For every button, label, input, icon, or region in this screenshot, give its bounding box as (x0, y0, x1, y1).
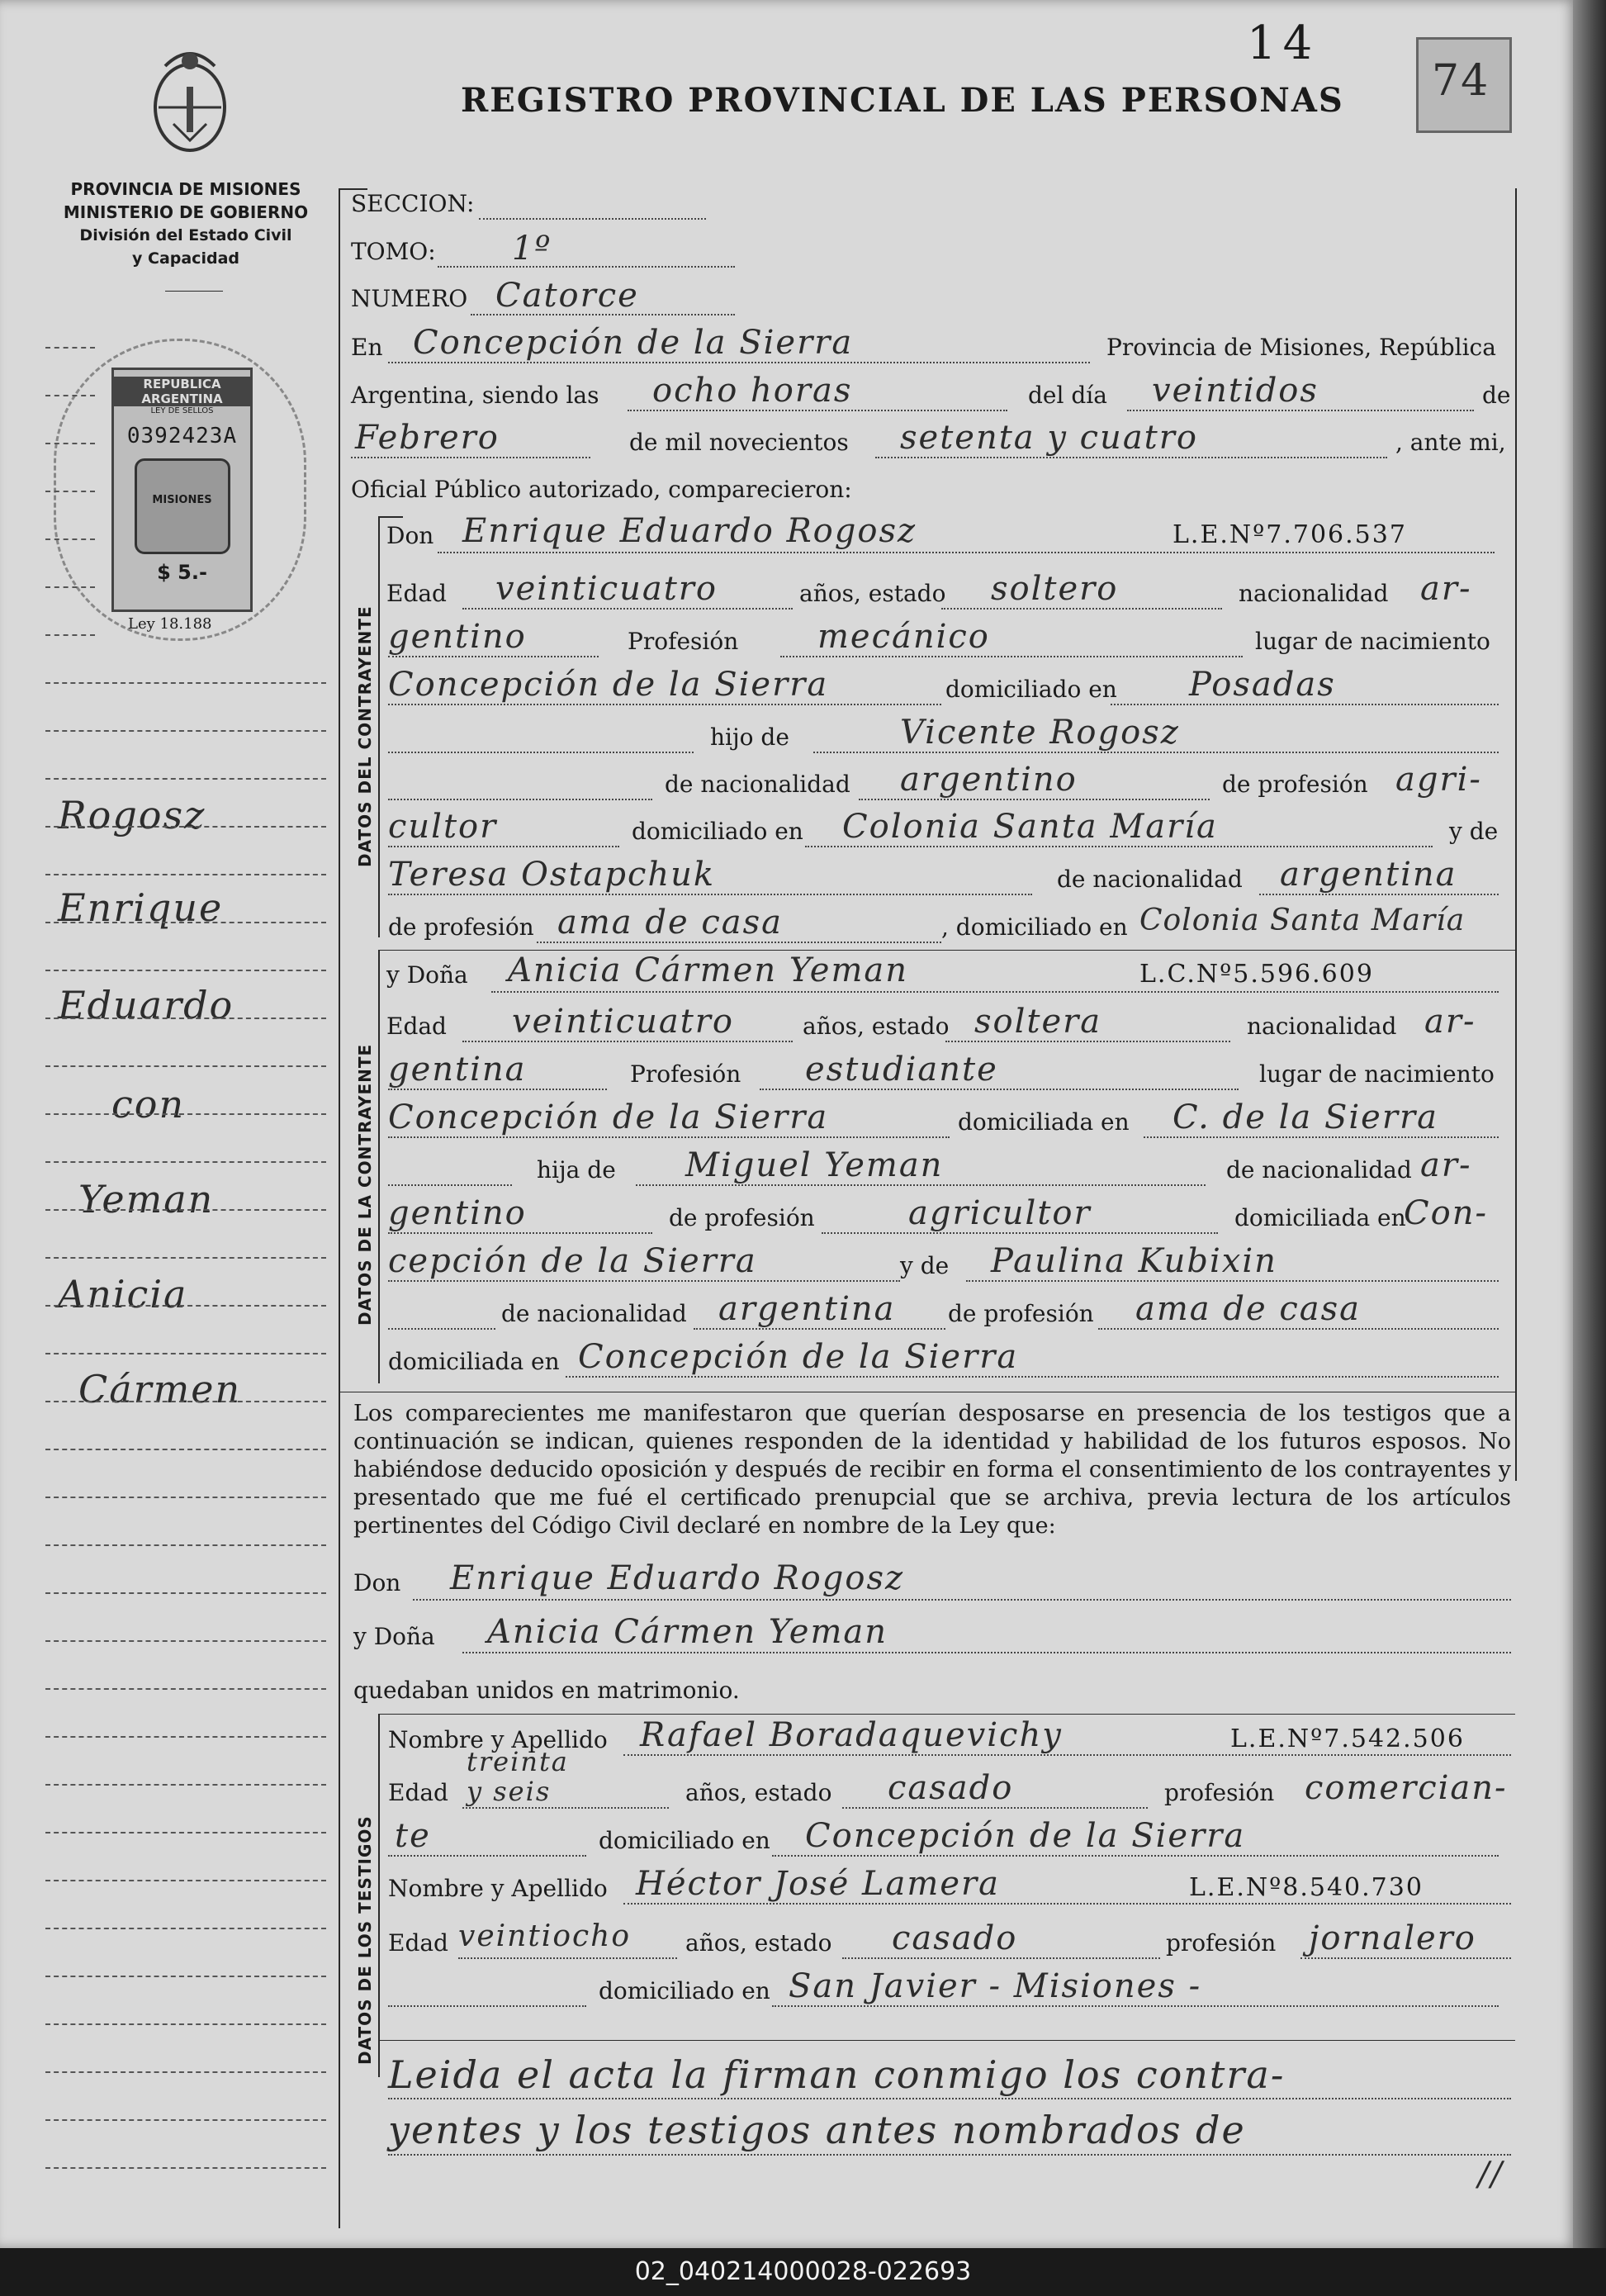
bride-nacionalidad-b: gentina (388, 1051, 527, 1089)
groom-nacionalidad-label: nacionalidad (1239, 580, 1389, 607)
bride-domicilio-line (1144, 1136, 1499, 1138)
groom-name: Enrique Eduardo Rogosz (462, 512, 917, 550)
margin-ruled-line (45, 826, 326, 828)
bride-estado-line (945, 1041, 1230, 1042)
declaration-dona-line (462, 1652, 1511, 1653)
groom-padre: Vicente Rogosz (900, 714, 1180, 752)
margin-ruled-line (45, 874, 326, 875)
margin-ruled-line (45, 443, 95, 444)
groom-padre-line (813, 752, 1499, 753)
bride-padre-dom-a: Con- (1404, 1194, 1488, 1232)
corner-mark: 74 (1432, 56, 1490, 106)
bride-nacionalidad-a: ar- (1424, 1003, 1476, 1041)
margin-ruled-line (45, 1976, 326, 1977)
frame-right-line (1515, 188, 1517, 1481)
w2-dom-line (772, 2005, 1499, 2007)
bride-edad-line (462, 1041, 793, 1042)
margin-ruled-line (45, 1353, 326, 1354)
agency-line-1: PROVINCIA DE MISIONES (70, 179, 301, 199)
margin-ruled-line (45, 491, 95, 492)
bride-profesion-line (760, 1089, 1239, 1090)
bride-de-nac-label: de nacionalidad (1226, 1156, 1412, 1184)
margin-ruled-line (45, 538, 95, 540)
bride-dona-label: y Doña (386, 961, 468, 989)
w2-edad-line (458, 1957, 677, 1959)
anio-value: setenta y cuatro (900, 419, 1198, 457)
groom-profesion-line (780, 656, 1243, 657)
margin-ruled-line (45, 1161, 326, 1163)
oficial-text: Oficial Público autorizado, comparecieron: (351, 476, 852, 503)
tomo-value: 1º (512, 230, 552, 268)
w1-estado-line (842, 1807, 1148, 1809)
declaration-don-line (413, 1599, 1511, 1601)
bride-edad-label: Edad (386, 1013, 447, 1040)
groom-padre-nac: argentino (900, 761, 1078, 799)
w1-edad-label: Edad (388, 1779, 448, 1806)
w2-name: Héctor José Lamera (636, 1865, 1000, 1903)
declaration-don-label: Don (353, 1569, 401, 1596)
groom-de-prof-label: de profesión (1222, 771, 1368, 798)
w2-edad-label: Edad (388, 1929, 448, 1957)
frame-left-line (339, 188, 340, 2228)
groom-edad: veinticuatro (495, 570, 718, 608)
mes-value: Febrero (355, 419, 500, 457)
bride-padre-prof-line (822, 1232, 1218, 1234)
margin-ruled-line (45, 1736, 326, 1738)
w1-dom-line (772, 1855, 1499, 1857)
w1-prof-a: comercian- (1305, 1769, 1508, 1807)
w2-name-line (623, 1903, 1511, 1905)
groom-madre-prof-line (537, 942, 941, 943)
groom-anos-estado: años, estado (799, 580, 946, 607)
groom-madre: Teresa Ostapchuk (388, 856, 716, 894)
groom-padre-dom: Colonia Santa María (842, 808, 1218, 846)
bride-lugar-nac: Concepción de la Sierra (388, 1098, 829, 1136)
margin-note-con: con (111, 1082, 186, 1127)
bride-section-line (378, 950, 380, 1383)
agency-line-4: y Capacidad (132, 249, 239, 268)
declaration-dona-label: y Doña (353, 1623, 435, 1650)
numero-value: Catorce (495, 277, 639, 315)
groom-nac-pre-line (388, 799, 652, 800)
groom-profesion-label: Profesión (628, 628, 739, 655)
agency-underline (165, 291, 223, 292)
bride-padre-line (636, 1184, 1206, 1186)
bride-madre-dom-line (566, 1376, 1499, 1378)
horas-value: ocho horas (652, 372, 853, 410)
bride-nacionalidad-line (388, 1089, 607, 1090)
groom-de-nac-label: de nacionalidad (665, 771, 850, 798)
margin-ruled-line (45, 1497, 326, 1498)
w2-dom: San Javier - Misiones - (789, 1967, 1202, 2005)
groom-lugar-nac: Concepción de la Sierra (388, 666, 829, 704)
stamp-emblem-icon (135, 458, 230, 554)
bride-padre-dom-line (388, 1280, 900, 1282)
margin-note-bride-surname: Yeman (78, 1177, 215, 1222)
margin-note-middle-name: Eduardo (58, 983, 235, 1027)
bride-domiciliada-label: domiciliada en (958, 1108, 1130, 1136)
lugar-value: Concepción de la Sierra (413, 324, 854, 362)
groom-madre-nac: argentina (1280, 856, 1457, 894)
agency-block (45, 178, 326, 270)
anio-line (875, 457, 1387, 458)
bride-padre-prof: agricultor (908, 1194, 1092, 1232)
groom-madre-prof: ama de casa (557, 904, 783, 942)
margin-ruled-line (45, 1928, 326, 1929)
seccion-line (479, 218, 706, 220)
groom-padre-nac-line (859, 799, 1210, 800)
margin-ruled-line (45, 586, 95, 588)
agency-line-2: MINISTERIO DE GOBIERNO (63, 202, 309, 222)
closing-line-1: Leida el acta la firman conmigo los contra- (388, 2052, 1286, 2097)
tomo-label: TOMO: (351, 238, 436, 265)
w1-name-line (623, 1754, 1511, 1756)
del-dia-text: del día (1028, 382, 1107, 409)
bride-madre: Paulina Kubixin (991, 1242, 1277, 1280)
margin-ruled-line (45, 1784, 326, 1786)
margin-ruled-line (45, 2023, 326, 2025)
groom-nacionalidad-line (388, 656, 599, 657)
groom-padre-prof-b: cultor (388, 808, 498, 846)
margin-ruled-line (45, 1305, 326, 1307)
dia-value: veintidos (1152, 372, 1319, 410)
groom-section-label: DATOS DEL CONTRAYENTE (355, 605, 375, 867)
margin-ruled-line (45, 2167, 326, 2169)
groom-name-line (438, 552, 1495, 553)
bride-madre-dom-label: domiciliada en (388, 1348, 560, 1375)
ante-mi-text: , ante mi, (1395, 429, 1506, 456)
margin-ruled-line (45, 1209, 326, 1211)
w2-domiciliado-label: domiciliado en (599, 1977, 770, 2004)
groom-estado: soltero (991, 570, 1119, 608)
bride-padre-nac-line (388, 1232, 652, 1234)
margin-ruled-line (45, 395, 95, 396)
groom-domiciliado-label: domiciliado en (945, 676, 1117, 703)
groom-domicilio-line (1111, 704, 1499, 705)
margin-ruled-line (45, 730, 326, 732)
bride-lugar-nac-line (388, 1136, 950, 1138)
margin-ruled-line (45, 2119, 326, 2121)
w2-anos-estado: años, estado (685, 1929, 832, 1957)
w2-prof: jornalero (1309, 1919, 1476, 1957)
groom-nacionalidad-b: gentino (388, 618, 527, 656)
stamp-center-label: MISIONES (152, 494, 212, 506)
closing-line-2: yentes y los testigos antes nombrados de (388, 2108, 1246, 2152)
bride-name-line (491, 991, 1499, 993)
bride-domicilio: C. de la Sierra (1173, 1098, 1438, 1136)
bride-padre: Miguel Yeman (685, 1146, 944, 1184)
margin-ruled-line (45, 682, 326, 684)
groom-madre-nac-line (1259, 894, 1499, 895)
bride-madre-nac-pre-line (388, 1328, 495, 1330)
groom-hijo-label: hijo de (710, 723, 789, 751)
groom-lugar-nac-label: lugar de nacimiento (1255, 628, 1490, 655)
witness-section-label: DATOS DE LOS TESTIGOS (355, 1815, 375, 2065)
w2-doc: L.E.Nº8.540.730 (1189, 1873, 1424, 1902)
groom-madre-dom-label: , domiciliado en (941, 913, 1128, 941)
bride-nacionalidad-label: nacionalidad (1247, 1013, 1397, 1040)
bride-padre-nac-b: gentino (388, 1194, 527, 1232)
bride-madre-line (966, 1280, 1499, 1282)
bride-name: Anicia Cármen Yeman (508, 951, 908, 989)
margin-note-first-name: Enrique (58, 885, 224, 930)
margin-note-bride-first: Anicia (58, 1272, 188, 1316)
w1-prof-b: te (395, 1817, 431, 1855)
seccion-label: SECCION: (351, 190, 475, 217)
groom-madre-nac-label: de nacionalidad (1057, 866, 1243, 893)
w1-profesion-label: profesión (1164, 1779, 1275, 1806)
w1-edad-b: y seis (467, 1776, 552, 1807)
w1-prof-line (388, 1855, 586, 1857)
margin-ruled-line (45, 1880, 326, 1881)
stamp-number: 0392423A (126, 424, 238, 448)
stamp-value: $ 5.- (157, 561, 207, 584)
witness-section-line (378, 1714, 380, 2077)
closing-rule-2 (388, 2154, 1511, 2156)
bride-madre-prof: ama de casa (1135, 1290, 1361, 1328)
groom-lugar-nac-line (388, 704, 941, 705)
de-text: de (1482, 382, 1511, 409)
bride-madre-prof-label: de profesión (948, 1300, 1094, 1327)
bride-de-prof-label: de profesión (669, 1204, 815, 1231)
groom-domicilio: Posadas (1189, 666, 1336, 704)
groom-profesion: mecánico (817, 618, 990, 656)
bride-profesion: estudiante (805, 1051, 998, 1089)
de-mil-text: de mil novecientos (629, 429, 849, 456)
bride-edad: veinticuatro (512, 1003, 734, 1041)
witness-section-top (378, 1714, 1515, 1715)
closing-rule-1 (388, 2098, 1511, 2099)
revenue-stamp (111, 368, 253, 612)
en-label: En (351, 334, 383, 361)
margin-ruled-line (45, 1449, 326, 1450)
bride-hija-pre-line (388, 1184, 512, 1186)
declaration-closing: quedaban unidos en matrimonio. (353, 1677, 740, 1704)
tomo-line (438, 266, 735, 268)
horas-line (628, 410, 1007, 411)
w1-domiciliado-label: domiciliado en (599, 1827, 770, 1854)
bride-padre-dom-b: cepción de la Sierra (388, 1242, 757, 1280)
margin-ruled-line (45, 1688, 326, 1690)
declaration-paragraph: Los comparecientes me manifestaron que querían desposarse en presencia de los testigos que a continuación se indican, quienes responden de la identidad y habilidad de los futuros esposos. No habiéndose deducido oposición y después de recibir en forma el consentimiento de los contrayentes y presentado que me fué el certificado prenupcial que se archiva, previa lectura de los artículos pertinentes del Código Civil declaré en nombre de la Ley que: (353, 1401, 1511, 1539)
margin-ruled-line (45, 922, 326, 923)
corner-stamp (1416, 37, 1512, 133)
bride-estado: soltera (974, 1003, 1102, 1041)
bride-madre-nac-line (694, 1328, 945, 1330)
w1-dom: Concepción de la Sierra (805, 1817, 1246, 1855)
bride-y-de: y de (900, 1252, 950, 1279)
bride-anos-estado: años, estado (803, 1013, 950, 1040)
groom-padre-prof-line (388, 846, 619, 847)
margin-note-surname: Rogosz (58, 793, 206, 837)
bride-section-label: DATOS DE LA CONTRAYENTE (355, 1043, 375, 1326)
stamp-top-label: REPUBLICA ARGENTINA (114, 377, 250, 406)
closing-top (378, 2040, 1515, 2041)
groom-madre-dom: Colonia Santa María (1139, 904, 1466, 937)
groom-hijo-pre-line (388, 752, 694, 753)
w1-anos-estado: años, estado (685, 1779, 832, 1806)
bride-hija-label: hija de (537, 1156, 616, 1184)
bride-padre-dom-label: domiciliada en (1234, 1204, 1406, 1231)
bride-section-top (378, 950, 1515, 951)
groom-y-de: y de (1449, 818, 1499, 845)
bride-madre-prof-line (1098, 1328, 1499, 1330)
groom-edad-line (462, 608, 793, 610)
margin-ruled-line (45, 1065, 326, 1067)
groom-padre-prof-a: agri- (1395, 761, 1482, 799)
groom-padre-dom-line (805, 846, 1433, 847)
declaration-dona-name: Anicia Cármen Yeman (487, 1613, 888, 1651)
w1-name: Rafael Boradaquevichy (640, 1716, 1063, 1754)
margin-note-bride-middle: Cármen (78, 1367, 242, 1411)
w2-prof-line (1300, 1957, 1511, 1959)
numero-label: NUMERO (351, 285, 468, 312)
bride-madre-nac-label: de nacionalidad (501, 1300, 687, 1327)
margin-ruled-line (45, 778, 326, 780)
provincia-text: Provincia de Misiones, República (1106, 334, 1496, 361)
bride-doc: L.C.Nº5.596.609 (1139, 960, 1374, 989)
groom-edad-label: Edad (386, 580, 447, 607)
margin-ruled-line (45, 1592, 326, 1594)
dia-line (1127, 410, 1474, 411)
margin-ruled-line (45, 1832, 326, 1833)
margin-ruled-line (45, 1544, 326, 1546)
page-number: 14 (1247, 17, 1319, 70)
bride-lugar-nac-label: lugar de nacimiento (1259, 1060, 1495, 1088)
w2-edad: veintiocho (458, 1919, 632, 1953)
bride-madre-dom: Concepción de la Sierra (578, 1338, 1019, 1376)
scan-footer: 02_040214000028-022693 (0, 2248, 1606, 2296)
w1-edad-a: treinta (467, 1746, 569, 1777)
groom-madre-line (388, 894, 1032, 895)
closing-mark: // (1478, 2156, 1504, 2194)
w2-nombre-label: Nombre y Apellido (388, 1875, 608, 1902)
margin-ruled-line (45, 1113, 326, 1115)
bride-profesion-label: Profesión (630, 1060, 741, 1088)
margin-ruled-line (45, 2071, 326, 2073)
groom-estado-line (941, 608, 1222, 610)
stamp-law: Ley 18.188 (128, 615, 212, 633)
argentina-text: Argentina, siendo las (351, 382, 599, 409)
stamp-sub-label: LEY DE SELLOS (150, 406, 214, 415)
lugar-line (388, 362, 1090, 363)
margin-ruled-line (45, 1018, 326, 1019)
w2-estado: casado (892, 1919, 1018, 1957)
groom-doc: L.E.Nº7.706.537 (1173, 520, 1407, 549)
declaration-don-name: Enrique Eduardo Rogosz (450, 1559, 905, 1597)
bride-madre-nac: argentina (718, 1290, 896, 1328)
mes-line (351, 457, 590, 458)
bride-padre-nac-a: ar- (1420, 1146, 1472, 1184)
page-title: REGISTRO PROVINCIAL DE LAS PERSONAS (461, 81, 1344, 120)
groom-madre-prof-label: de profesión (388, 913, 534, 941)
w1-edad-line (462, 1807, 669, 1809)
groom-section-line (378, 516, 380, 937)
w1-doc: L.E.Nº7.542.506 (1230, 1724, 1465, 1753)
margin-ruled-line (45, 1257, 326, 1259)
groom-nacionalidad-a: ar- (1420, 570, 1472, 608)
book-binding-edge (1573, 0, 1606, 2255)
margin-ruled-line (45, 970, 326, 971)
margin-ruled-line (45, 347, 95, 349)
w1-estado: casado (888, 1769, 1014, 1807)
w2-profesion-label: profesión (1166, 1929, 1277, 1957)
groom-section-top (378, 516, 403, 518)
w2-dom-pre-line (388, 2005, 586, 2007)
groom-don-label: Don (386, 522, 434, 549)
w1-nombre-label: Nombre y Apellido (388, 1726, 608, 1753)
margin-ruled-line (45, 634, 95, 636)
margin-ruled-line (45, 1401, 326, 1402)
coat-of-arms-icon (140, 41, 239, 157)
agency-line-3: División del Estado Civil (79, 226, 292, 244)
w2-estado-line (842, 1957, 1160, 1959)
groom-padre-dom-label: domiciliado en (632, 818, 803, 845)
margin-ruled-line (45, 1640, 326, 1642)
